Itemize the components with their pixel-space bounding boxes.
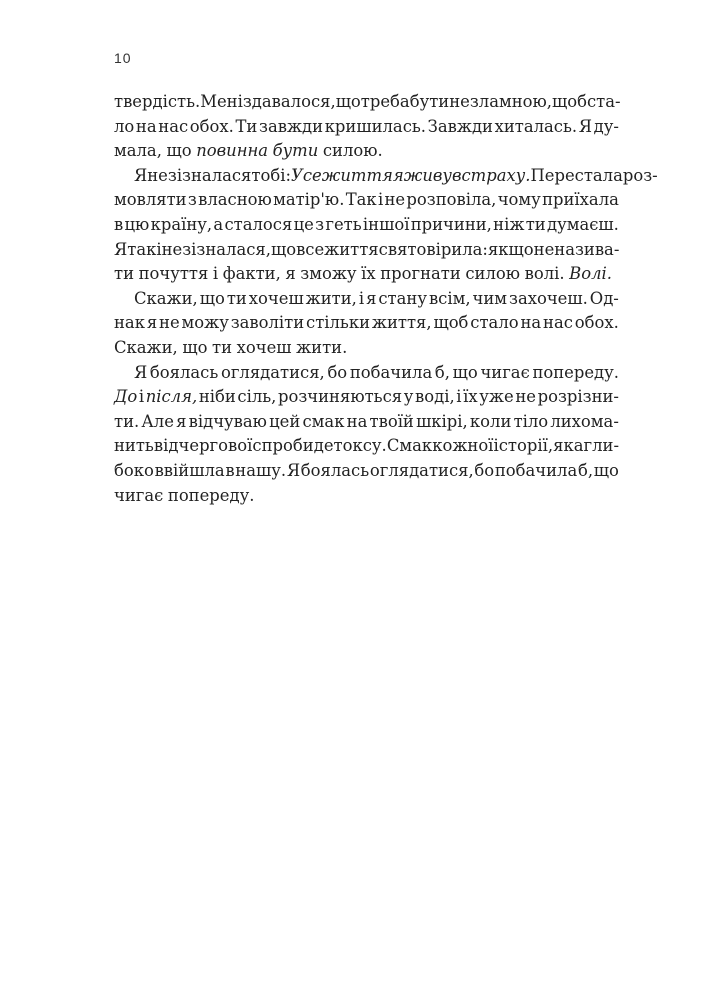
word: чому (497, 190, 541, 210)
word: бо (474, 460, 495, 480)
word: що (166, 141, 192, 161)
word: оглядатися, (369, 460, 474, 480)
word: і (377, 190, 384, 210)
word: уже (479, 387, 514, 407)
word: і (156, 239, 162, 259)
word: не (147, 165, 168, 185)
text-line (114, 311, 619, 336)
word: життя, (371, 313, 432, 333)
word: життя (324, 239, 379, 259)
italic-word: життя (321, 165, 393, 185)
word: Од- (589, 288, 619, 308)
word: що (452, 362, 478, 382)
word: нас (543, 313, 573, 333)
word: що (335, 92, 361, 111)
word: ти (114, 264, 134, 284)
word: попереду. (532, 362, 619, 382)
italic-word: страху. (461, 165, 531, 185)
word: Але (141, 411, 174, 431)
word: все (296, 239, 325, 259)
word: цю (124, 214, 150, 234)
word: так (127, 239, 157, 259)
word: причини, (410, 214, 492, 234)
word: їх (361, 264, 376, 284)
word: Так (345, 190, 377, 210)
word: ти. (114, 411, 140, 431)
word: прогнати (380, 264, 461, 284)
text-line (114, 361, 619, 386)
word: Я (114, 239, 128, 259)
word: з (187, 190, 197, 210)
word: обох. (574, 313, 619, 333)
text-line (114, 459, 619, 484)
word: Мені (200, 92, 243, 111)
page-number: 10 (114, 50, 132, 66)
word: в (225, 460, 235, 480)
text-line (114, 287, 619, 312)
word: лихома- (550, 411, 619, 431)
italic-word: бути (272, 141, 319, 161)
word: коли (469, 411, 512, 431)
word: волі. (524, 264, 565, 284)
word: я (146, 313, 158, 333)
word: Перестала (530, 165, 623, 185)
word: щоб (552, 92, 587, 111)
word: обох. (189, 116, 234, 136)
word: ти (525, 214, 546, 234)
word: стало (470, 313, 519, 333)
word: вірила: (426, 239, 488, 259)
word: жити, (305, 288, 357, 308)
word: у (403, 387, 414, 407)
word: стану (378, 288, 427, 308)
word: чигає (114, 485, 164, 505)
word: ло (114, 116, 135, 136)
word: Я (134, 362, 148, 382)
text-line (114, 262, 619, 287)
word: в (114, 214, 124, 234)
word: з (315, 214, 325, 234)
italic-word: До (114, 387, 138, 407)
word: якщо (487, 239, 534, 259)
word: і (212, 264, 219, 284)
word: на (346, 411, 368, 431)
word: можу (181, 313, 229, 333)
word: не (533, 239, 555, 259)
word: ти (212, 337, 233, 357)
word: шкірі, (416, 411, 468, 431)
text-line (114, 213, 619, 238)
word: заволіти (230, 313, 305, 333)
word: оглядатися, (220, 362, 325, 382)
word: всім, (428, 288, 471, 308)
italic-word: повинна (196, 141, 269, 161)
word: боко (114, 460, 154, 480)
text-line (114, 188, 619, 213)
word: що (182, 337, 208, 357)
word: думаєш. (546, 214, 619, 234)
word: побачила (494, 460, 578, 480)
word: на (135, 116, 157, 136)
word: незламною, (449, 92, 552, 111)
text-line (114, 385, 619, 410)
word: власною (198, 190, 272, 210)
word: здавалося, (242, 92, 336, 111)
text-line (114, 164, 658, 189)
word: Скажи, (134, 288, 198, 308)
word: хочеш (236, 337, 292, 357)
word: сталося (224, 214, 293, 234)
word: ду- (593, 116, 619, 136)
word: зможу (300, 264, 357, 284)
word: нас (158, 116, 189, 136)
word: а (213, 214, 224, 234)
word: я (285, 264, 296, 284)
word: яка (553, 436, 584, 456)
word: Завжди (427, 116, 493, 136)
word: розповіла, (406, 190, 497, 210)
word: чим (472, 288, 508, 308)
word: нашу. (235, 460, 287, 480)
text-line (114, 115, 619, 140)
word: чергової (178, 436, 253, 456)
word: ввійшла (154, 460, 225, 480)
word: свято (378, 239, 427, 259)
text-line (114, 139, 619, 164)
word: історії, (493, 436, 554, 456)
word: тобі: (251, 165, 291, 185)
word: нить (114, 436, 154, 456)
word: нак (114, 313, 145, 333)
word: я (176, 411, 187, 431)
word: ти (226, 288, 247, 308)
italic-word: живу (403, 165, 452, 185)
word: сіль, (237, 387, 277, 407)
word: не (384, 190, 406, 210)
word: я (366, 288, 377, 308)
word: зізналася (167, 165, 252, 185)
word: боялась (300, 460, 370, 480)
text-line (114, 336, 619, 361)
word: хиталась. (494, 116, 578, 136)
text-line (114, 90, 619, 115)
word: Я (578, 116, 593, 136)
word: тіло (513, 411, 549, 431)
word: бути (409, 92, 450, 111)
word: матір'ю. (273, 190, 345, 210)
word: спроби (252, 436, 314, 456)
word: що (593, 460, 619, 480)
word: хочеш (248, 288, 304, 308)
word: іншої (362, 214, 410, 234)
text-line (114, 434, 619, 459)
word: захочеш. (509, 288, 588, 308)
italic-word: після, (145, 387, 198, 407)
word: стільки (306, 313, 371, 333)
body-text (114, 90, 658, 508)
word: б, (434, 362, 450, 382)
italic-word: я (392, 165, 404, 185)
word: попереду. (167, 485, 255, 505)
word: твердість. (114, 92, 201, 111)
word: розчиняються (278, 387, 403, 407)
word: завжди (259, 116, 324, 136)
word: не (515, 387, 536, 407)
word: воді, (415, 387, 455, 407)
word: боялась (149, 362, 219, 382)
word: що (199, 288, 225, 308)
word: і (456, 387, 462, 407)
word: їх (463, 387, 478, 407)
word: приїхала (542, 190, 619, 210)
word: детоксу. (313, 436, 387, 456)
word: мала, (114, 141, 162, 161)
word: твоїй (369, 411, 414, 431)
text-line (114, 238, 619, 263)
word: чигає (480, 362, 530, 382)
word: країну, (150, 214, 213, 234)
word: і (358, 288, 365, 308)
word: треба (360, 92, 410, 111)
word: і (138, 387, 145, 407)
word: жити. (296, 337, 348, 357)
word: геть (325, 214, 362, 234)
word: мовляти (114, 190, 187, 210)
word: не (161, 239, 183, 259)
text-line (114, 410, 619, 435)
word: ніж (493, 214, 525, 234)
word: це (293, 214, 314, 234)
word: ста- (586, 92, 621, 111)
word: бо (327, 362, 348, 382)
italic-word: в (451, 165, 462, 185)
word: почуття (138, 264, 209, 284)
word: Ти (235, 116, 258, 136)
italic-word: Усе (290, 165, 322, 185)
word: силою. (322, 141, 383, 161)
italic-word: Волі. (569, 264, 612, 284)
word: кришилась. (324, 116, 427, 136)
word: роз- (622, 165, 658, 185)
word: гли- (583, 436, 619, 456)
word: кожної (432, 436, 494, 456)
word: на (520, 313, 542, 333)
word: розрізни- (537, 387, 619, 407)
word: цей (269, 411, 301, 431)
word: б, (577, 460, 594, 480)
word: Смак (386, 436, 433, 456)
word: відчуваю (188, 411, 267, 431)
word: щоб (433, 313, 469, 333)
word: назива- (554, 239, 620, 259)
word: що (270, 239, 297, 259)
word: від (153, 436, 179, 456)
word: побачила (349, 362, 433, 382)
word: Я (286, 460, 301, 480)
word: факти, (222, 264, 281, 284)
word: силою (465, 264, 521, 284)
word: Я (134, 165, 148, 185)
text-line (114, 484, 619, 509)
word: Скажи, (114, 337, 178, 357)
word: не (159, 313, 180, 333)
word: смак (302, 411, 345, 431)
word: зізналася, (182, 239, 271, 259)
word: ніби (198, 387, 236, 407)
